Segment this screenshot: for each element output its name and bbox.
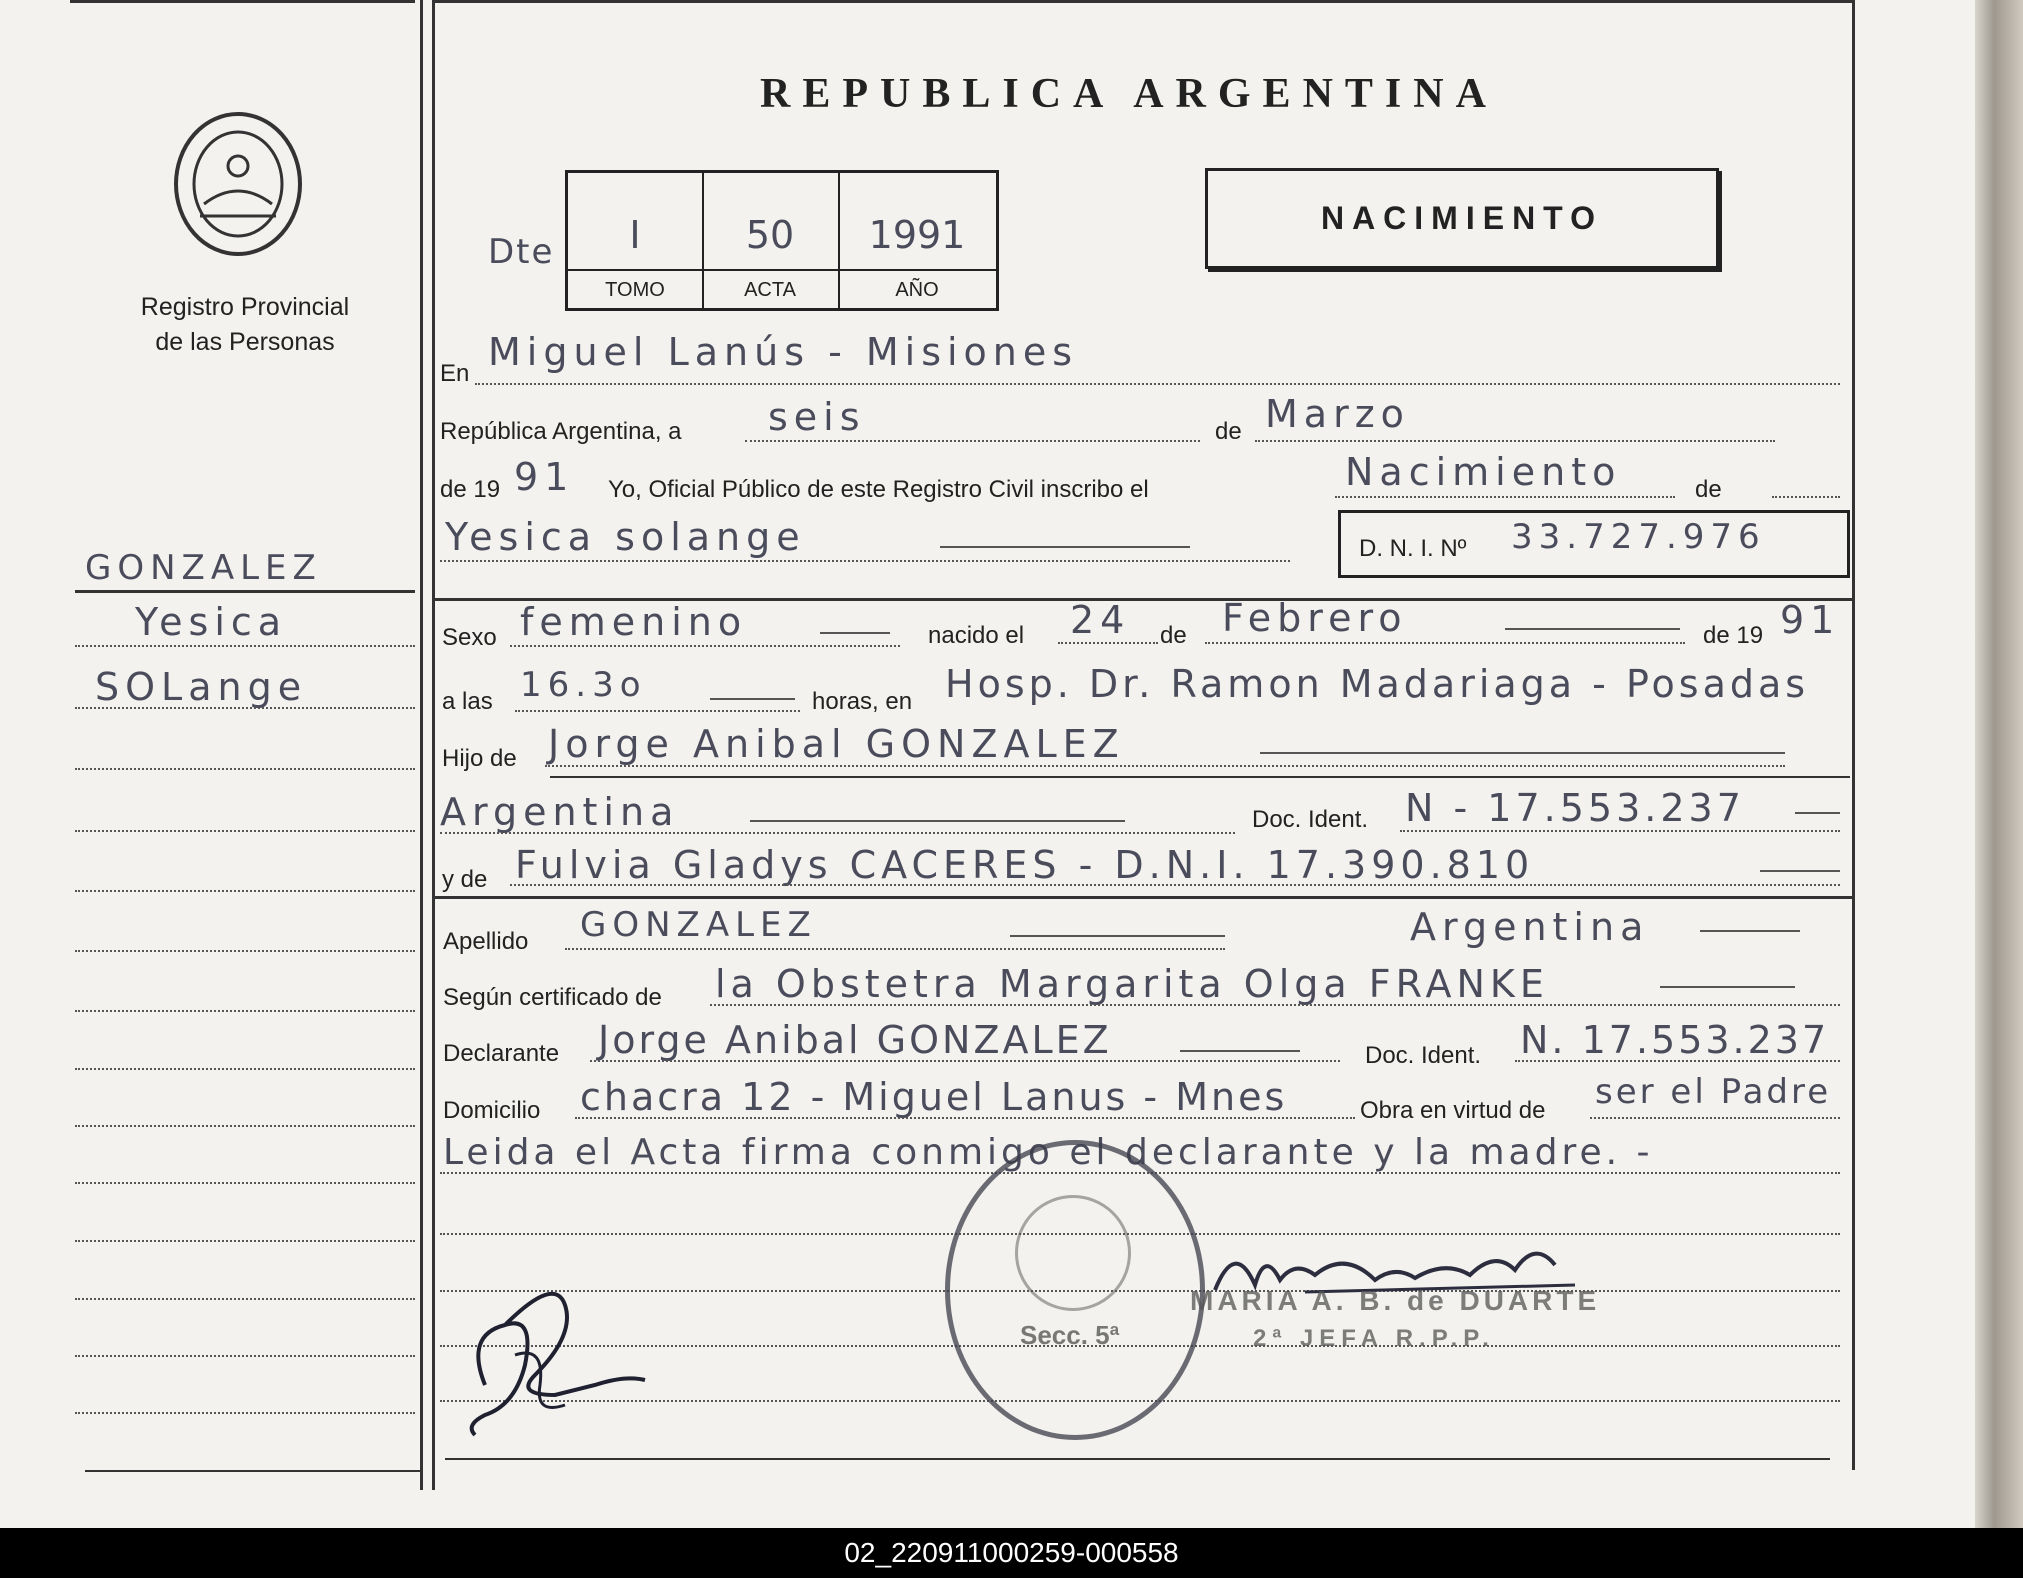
record-number-box (565, 170, 999, 311)
ano-cell (838, 173, 996, 308)
main-right-border (1852, 0, 1855, 1470)
dni-box (1338, 510, 1850, 578)
row-nac-padre-dots (440, 832, 1235, 834)
tomo-value: I (629, 213, 641, 257)
margin-dots-5 (75, 890, 415, 892)
official-role-stamp: 2ª JEFA R.P.P. (1253, 1325, 1495, 1352)
row-padre-dots (545, 765, 1785, 767)
row-apellido-dash (1010, 935, 1225, 937)
margin-dots-3 (75, 768, 415, 770)
record-type-label: NACIMIENTO (1320, 200, 1604, 236)
label-de-19: de 19 (440, 476, 501, 503)
record-prefix: Dte (488, 232, 555, 272)
value-madre: Fulvia Gladys CACERES - D.N.I. 17.390.810 (515, 843, 1535, 887)
registry-label-line1: Registro Provincial (140, 293, 350, 321)
value-sexo: femenino (520, 600, 748, 644)
value-nac-mes: Febrero (1222, 596, 1408, 640)
label-apellido: Apellido (443, 928, 529, 955)
label-dni: D. N. I. Nº (1359, 535, 1467, 562)
label-a-las: a las (442, 688, 493, 715)
label-domicilio: Domicilio (443, 1097, 541, 1124)
row-nac-dots-2 (1205, 642, 1685, 644)
value-nac-dia: 24 (1070, 598, 1131, 642)
row-hora-dash (710, 698, 795, 700)
row-en-dots (475, 383, 1840, 385)
label-de-mes: de (1160, 622, 1187, 649)
row-domicilio-dots (575, 1117, 1355, 1119)
row-sexo-dash (820, 632, 890, 634)
value-padre: Jorge Anibal GONZALEZ (548, 722, 1125, 766)
value-doc-declarante: N. 17.553.237 (1520, 1018, 1830, 1062)
row-madre-dots (510, 884, 1840, 886)
row-certificado-dots (710, 1004, 1840, 1006)
value-obra: ser el Padre (1595, 1072, 1832, 1112)
row-doc-declarante-dots (1515, 1060, 1840, 1062)
margin-name1: Yesica (135, 600, 288, 644)
value-declarante: Jorge Anibal GONZALEZ (598, 1018, 1112, 1062)
label-y-de: y de (442, 866, 488, 893)
row-doc-padre-dash (1795, 812, 1840, 814)
margin-dots-8 (75, 1068, 415, 1070)
tomo-label: TOMO (605, 279, 665, 301)
section-divider-2 (550, 776, 1850, 778)
row-certificado-dash (1660, 986, 1795, 988)
page-title: REPUBLICA ARGENTINA (760, 71, 1498, 117)
registry-label (100, 290, 390, 360)
label-doc-ident-2: Doc. Ident. (1365, 1042, 1482, 1069)
tomo-cell (568, 173, 704, 308)
acta-value: 50 (745, 213, 795, 257)
label-hijo-de: Hijo de (442, 745, 517, 772)
label-segun: Según certificado de (443, 984, 662, 1011)
acta-label: ACTA (744, 279, 796, 301)
value-acto: Nacimiento (1345, 450, 1622, 494)
row-declarante-dots (590, 1060, 1340, 1062)
label-de-end: de (1695, 476, 1722, 503)
margin-dots-13 (75, 1355, 415, 1357)
row-nac-padre-dash (750, 820, 1125, 822)
row-fecha-dots-1 (745, 440, 1200, 442)
label-de-19b: de 19 (1703, 622, 1764, 649)
margin-dots-11 (75, 1240, 415, 1242)
row-nombre-dash (940, 546, 1190, 548)
row-sexo-dots (510, 645, 900, 647)
bottom-rule (445, 1458, 1830, 1460)
margin-dots-14 (75, 1412, 415, 1414)
value-lugar-nac: Hosp. Dr. Ramon Madariaga - Posadas (945, 662, 1810, 706)
margin-surname: GONZALEZ (85, 548, 322, 588)
value-observacion: Leida el Acta firma conmigo el declarante y la madre. - (443, 1132, 1654, 1173)
registry-label-line2: de las Personas (155, 328, 335, 356)
top-left-rule (70, 0, 415, 3)
margin-surname-rule (75, 590, 415, 593)
value-nombre: Yesica solange (445, 515, 806, 559)
provincial-seal-icon (170, 108, 306, 260)
label-doc-ident: Doc. Ident. (1252, 806, 1369, 833)
top-main-rule (432, 0, 1852, 3)
margin-dots-6 (75, 950, 415, 952)
margin-name2: SOLange (95, 665, 308, 709)
value-hora: 16.3o (520, 665, 647, 705)
row-doc-padre-dots (1400, 830, 1840, 832)
margin-dots-10 (75, 1182, 415, 1184)
margin-dots-12 (75, 1298, 415, 1300)
label-sexo: Sexo (442, 624, 497, 651)
image-caption: 02_220911000259-000558 (844, 1537, 1179, 1568)
value-dia: seis (768, 395, 866, 439)
row-apellido-dots (565, 948, 1225, 950)
row-nac-dots-1 (1058, 642, 1158, 644)
row-fecha-dots-2 (1255, 440, 1775, 442)
label-en: En (440, 360, 470, 387)
row-nacionalidad-dash (1700, 930, 1800, 932)
label-yo-oficial: Yo, Oficial Público de este Registro Civil inscribo el (608, 476, 1149, 503)
label-republica-a: República Argentina, a (440, 418, 682, 445)
margin-bottom-rule (85, 1470, 420, 1472)
row-hora-dots (515, 710, 800, 712)
official-name-stamp: MARIA A. B. de DUARTE (1190, 1285, 1601, 1316)
row-acto-dots-2 (1772, 496, 1840, 498)
ano-value: 1991 (868, 213, 966, 257)
label-horas-en: horas, en (812, 688, 913, 715)
row-obra-dots (1590, 1117, 1840, 1119)
book-binding-edge (1975, 0, 2023, 1528)
value-certificado: la Obstetra Margarita Olga FRANKE (715, 962, 1549, 1006)
declarant-signature-icon (445, 1265, 670, 1445)
stamp-section-text: Secc. 5ª (1020, 1320, 1120, 1350)
row-madre-dash (1760, 870, 1840, 872)
row-acto-dots (1335, 496, 1675, 498)
row-declarante-dash (1180, 1050, 1300, 1052)
label-de: de (1215, 418, 1242, 445)
image-caption-bar (0, 1528, 2023, 1578)
margin-divider (420, 0, 423, 1490)
value-apellido: GONZALEZ (580, 905, 817, 945)
margin-dots-9 (75, 1125, 415, 1127)
label-nacido-el: nacido el (928, 622, 1025, 649)
value-nacionalidad: Argentina (1410, 905, 1650, 949)
margin-dots-4 (75, 830, 415, 832)
value-nac-ano: 91 (1780, 598, 1841, 642)
margin-dots-7 (75, 1010, 415, 1012)
label-obra: Obra en virtud de (1360, 1097, 1546, 1124)
acta-cell (702, 173, 840, 308)
label-declarante: Declarante (443, 1040, 560, 1067)
ano-label: AÑO (895, 279, 939, 301)
value-mes: Marzo (1265, 392, 1410, 436)
margin-dots-1 (75, 645, 415, 647)
row-padre-dash (1260, 752, 1785, 754)
row-nombre-dots (440, 560, 1290, 562)
value-ano: 91 (514, 455, 575, 499)
value-dni: 33.727.976 (1511, 517, 1766, 557)
value-domicilio: chacra 12 - Miguel Lanus - Mnes (580, 1075, 1288, 1119)
row-nac-dash (1505, 628, 1680, 630)
margin-dots-2 (75, 707, 415, 709)
section-divider-3 (432, 896, 1852, 899)
main-left-border (432, 0, 435, 1490)
value-doc-padre: N - 17.553.237 (1405, 786, 1745, 830)
record-type-box (1205, 168, 1719, 269)
value-lugar: Miguel Lanús - Misiones (488, 330, 1079, 374)
stamp-emblem-icon (1015, 1195, 1131, 1311)
value-nacionalidad-padre: Argentina (440, 790, 680, 834)
